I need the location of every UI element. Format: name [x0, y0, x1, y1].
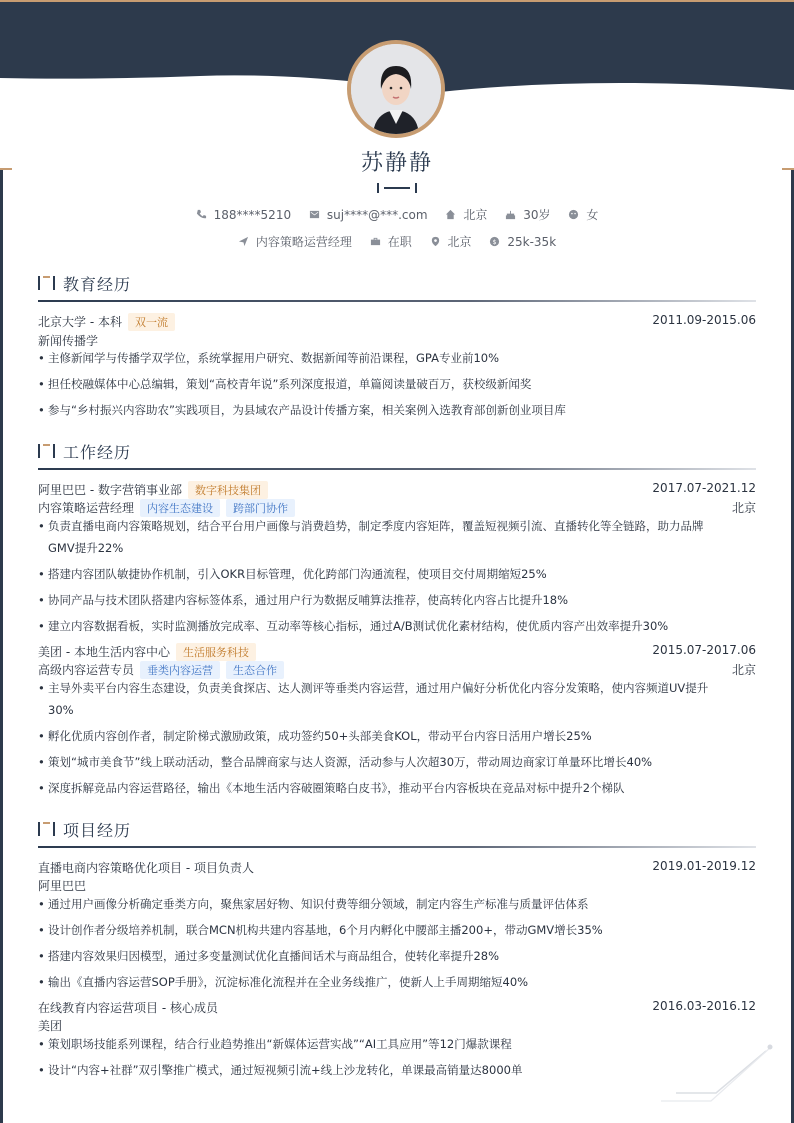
section-bars-icon [38, 444, 56, 458]
education-bullet: • 参与“乡村振兴内容助农”实践项目，为县域农产品设计传播方案，相关案例入选教育部创新创业项目库 [38, 400, 754, 421]
money-icon [489, 236, 500, 247]
age-text: 30岁 [523, 208, 551, 222]
work-bullet: • 搭建内容团队敏捷协作机制，引入OKR目标管理，优化跨部门沟通流程，使项目交付周期缩短25% [38, 564, 754, 585]
email-item [309, 208, 428, 222]
project-title-row [38, 999, 756, 1016]
section-underline [38, 846, 756, 848]
home-icon [445, 209, 456, 220]
role-tag: 跨部门协作 [226, 499, 295, 517]
work-bullet: • 协同产品与技术团队搭建内容标签体系，通过用户行为数据反哺算法推荐，使高转化内容占比提升18% [38, 590, 754, 611]
work-role-row [38, 499, 756, 517]
corner-decoration [656, 1043, 776, 1103]
role-tag: 垂类内容运营 [140, 661, 220, 679]
left-edge-line [0, 170, 3, 1123]
send-icon [238, 236, 249, 247]
status-item [370, 233, 412, 250]
project-bullet: • 设计创作者分级培养机制，联合MCN机构共建内容基地，6个月内孵化中腰部主播200+，带动GMV增长35% [38, 920, 754, 941]
work-bullet-continuation [38, 700, 754, 721]
salary-item [489, 235, 556, 249]
role-name: 内容策略运营经理 [38, 501, 135, 515]
target-role-item [238, 233, 352, 250]
work-company-row [38, 481, 756, 499]
candidate-name: 苏静静 [360, 151, 433, 176]
education-major: 新闻传播学 [38, 334, 99, 348]
age-item [505, 206, 550, 223]
education-bullet: • 主修新闻学与传播学双学位，系统掌握用户研究、数据新闻等前沿课程，GPA专业前10% [38, 348, 754, 369]
project-bullet: • 策划职场技能系列课程，结合行业趋势推出“新媒体运营实战”“AI工具应用”等12门爆款课程 [38, 1034, 754, 1055]
name-divider [377, 183, 417, 193]
project-bullet: • 通过用户画像分析确定垂类方向，聚焦家居好物、知识付费等细分领域，制定内容生产标准与质量评估体系 [38, 894, 754, 915]
avatar [347, 40, 445, 138]
projects-section-title: 项目经历 [63, 821, 132, 840]
work-city: 北京 [731, 663, 756, 677]
work-bullet-continuation [38, 538, 754, 559]
project-org: 阿里巴巴 [38, 879, 87, 893]
phone-icon [196, 209, 207, 220]
company-tag: 生活服务科技 [176, 643, 256, 661]
phone-text: 188****5210 [213, 207, 292, 222]
project-org: 美团 [38, 1019, 63, 1033]
project-bullet: • 搭建内容效果归因模型，通过多变量测试优化直播间话术与商品组合，使转化率提升28% [38, 946, 754, 967]
salary-text: 25k-35k [507, 234, 557, 249]
work-bullet: • 深度拆解竞品内容运营路径，输出《本地生活内容破圈策略白皮书》，推动平台内容板块在竞品对标中提升2个梯队 [38, 778, 754, 799]
project-bullet: • 输出《直播内容运营SOP手册》，沉淀标准化流程并在全业务线推广，使新人上手周期缩短40% [38, 972, 754, 993]
work-date: 2015.07-2017.06 [652, 643, 756, 657]
section-bars-icon [38, 276, 56, 290]
briefcase-icon [370, 236, 381, 247]
portrait-image [351, 44, 441, 134]
role-tag: 生态合作 [226, 661, 284, 679]
education-bullet: • 担任校融媒体中心总编辑，策划“高校青年说”系列深度报道，单篇阅读量破百万，获校级新闻奖 [38, 374, 754, 395]
education-date: 2011.09-2015.06 [652, 313, 756, 327]
project-date: 2019.01-2019.12 [652, 859, 756, 873]
location-pin-icon [430, 236, 441, 247]
school-name: 北京大学 - 本科 [38, 315, 122, 329]
work-section-header [38, 440, 756, 464]
bullet-continuation-text: GMV提升22% [48, 541, 124, 555]
project-date: 2016.03-2016.12 [652, 999, 756, 1013]
work-city: 北京 [731, 501, 756, 515]
section-underline [38, 300, 756, 302]
work-bullet: • 孵化优质内容创作者，制定阶梯式激励政策，成功签约50+头部美食KOL，带动平台内容日活用户增长25% [38, 726, 754, 747]
bullet-continuation-text: 30% [48, 703, 74, 717]
education-section-header [38, 272, 756, 296]
section-underline [38, 468, 756, 470]
section-bars-icon [38, 822, 56, 836]
gender-text: 女 [586, 208, 599, 222]
work-date: 2017.07-2021.12 [652, 481, 756, 495]
work-bullet: • 负责直播电商内容策略规划，结合平台用户画像与消费趋势，制定季度内容矩阵，覆盖短视频引流、直播转化等全链路，助力品牌 [38, 516, 754, 537]
project-bullet: • 设计“内容+社群”双引擎推广模式，通过短视频引流+线上沙龙转化，单课最高销量达8000单 [38, 1060, 754, 1081]
work-role-row [38, 661, 756, 679]
work-company-row [38, 643, 756, 661]
target-city-item [430, 233, 472, 250]
work-section-title: 工作经历 [63, 443, 132, 462]
education-section-title: 教育经历 [63, 275, 132, 294]
work-bullet: • 策划“城市美食节”线上联动活动，整合品牌商家与达人资源，活动参与人次超30万，带动周边商家订单量环比增长40% [38, 752, 754, 773]
education-school-row [38, 313, 756, 331]
cake-icon [505, 209, 516, 220]
face-icon [568, 209, 579, 220]
school-tag: 双一流 [128, 313, 175, 331]
phone-item [196, 208, 291, 222]
svg-text:$: $ [492, 237, 497, 246]
target-role-text: 内容策略运营经理 [255, 235, 352, 249]
work-bullet: • 建立内容数据看板，实时监测播放完成率、互动率等核心指标，通过A/B测试优化素材结构，使优质内容产出效率提升30% [38, 616, 754, 637]
job-intent-row [0, 233, 794, 250]
home-item [445, 206, 487, 223]
contact-info-row [0, 206, 794, 223]
company-name: 阿里巴巴 - 数字营销事业部 [38, 483, 182, 497]
target-city-text: 北京 [447, 235, 472, 249]
gender-item [568, 206, 598, 223]
role-name: 高级内容运营专员 [38, 663, 135, 677]
projects-section-header [38, 818, 756, 842]
role-tag: 内容生态建设 [140, 499, 220, 517]
status-text: 在职 [387, 235, 412, 249]
home-text: 北京 [463, 208, 488, 222]
company-tag: 数字科技集团 [188, 481, 268, 499]
project-title: 在线教育内容运营项目 - 核心成员 [38, 1001, 218, 1015]
company-name: 美团 - 本地生活内容中心 [38, 645, 170, 659]
work-bullet: • 主导外卖平台内容生态建设，负责美食探店、达人测评等垂类内容运营，通过用户偏好分析优化内容分发策略，使内容频道UV提升 [38, 678, 754, 699]
project-title-row [38, 859, 756, 876]
email-text: suj****@***.com [326, 207, 428, 222]
email-icon [309, 209, 320, 220]
project-title: 直播电商内容策略优化项目 - 项目负责人 [38, 861, 254, 875]
